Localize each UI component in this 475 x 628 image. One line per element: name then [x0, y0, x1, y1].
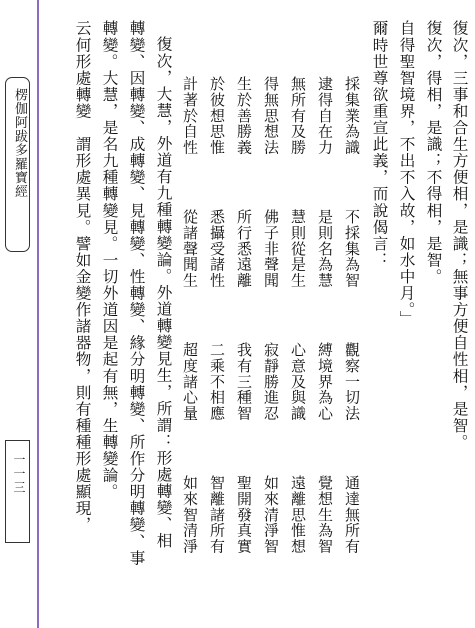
- text-column-1: 復次，三事和合生方便相，是識；無事方便自性相，是智。: [450, 20, 469, 451]
- verse-line: 得無思想法: [262, 76, 280, 155]
- verse-line: 慧則從是生: [289, 209, 307, 288]
- verse-line: 縛境界為心: [316, 342, 334, 421]
- text-column-4: 爾時世尊欲重宣此義，而說偈言：: [370, 20, 389, 269]
- verse-line: 觀察一切法: [343, 342, 361, 421]
- verse-line: 遠離思惟想: [289, 475, 307, 554]
- verse-line: 智離諸所有: [208, 475, 226, 554]
- verse-line: 於彼想思惟: [208, 76, 226, 155]
- text-column-12: 轉變。大慧，是名九種轉變見。一切外道因是起有無，生轉變論。: [100, 20, 119, 500]
- verse-line: 如來智清淨: [181, 475, 199, 554]
- text-column-10: 復次，大慧，外道有九種轉變論。外道轉變見生，所謂：形處轉變、相: [154, 36, 173, 550]
- text-column-11: 轉變、因轉變、成轉變、見轉變、性轉變、緣分明轉變、所作分明轉變、事: [127, 20, 146, 567]
- verse-line: 不採集為智: [343, 209, 361, 288]
- verse-line: 採集業為識: [343, 76, 361, 155]
- page-number: 一一三: [12, 453, 26, 495]
- verse-line: 佛子非聲聞: [262, 209, 280, 288]
- text-column-2: 復次，得相，是識；不得相，是智。: [424, 20, 443, 285]
- verse-line: 逮得自在力: [316, 76, 334, 155]
- verse-line: 通達無所有: [343, 475, 361, 554]
- verse-line: 我有三種智: [235, 342, 253, 421]
- verse-line: 生於善勝義: [235, 76, 253, 155]
- verse-line: 如來清淨智: [262, 475, 280, 554]
- verse-line: 覺想生為智: [316, 475, 334, 554]
- verse-line: 二乘不相應: [208, 342, 226, 421]
- verse-line: 計著於自性: [181, 76, 199, 155]
- text-column-13: 云何形處轉變 謂形處異見。譬如金變作諸器物，則有種種形處顯現，: [73, 20, 92, 534]
- verse-line: 悉攝受諸性: [208, 209, 226, 288]
- verse-line: 聖開發真實: [235, 475, 253, 554]
- margin-divider: [37, 0, 39, 628]
- verse-line: 超度諸心量: [181, 342, 199, 421]
- verse-line: 無所有及勝: [289, 76, 307, 155]
- book-title-box: [5, 77, 30, 252]
- verse-line: 從諸聲聞生: [181, 209, 199, 288]
- text-column-3: 自得聖智境界，不出不入故，如水中月。」: [397, 20, 416, 327]
- page-number-box: [5, 440, 30, 543]
- verse-line: 是則名為慧: [316, 209, 334, 288]
- verse-line: 寂靜勝進忍: [262, 342, 280, 421]
- book-title: 楞伽阿跋多羅寶經: [12, 88, 27, 199]
- verse-line: 心意及與識: [289, 342, 307, 421]
- verse-line: 所行悉遠離: [235, 209, 253, 288]
